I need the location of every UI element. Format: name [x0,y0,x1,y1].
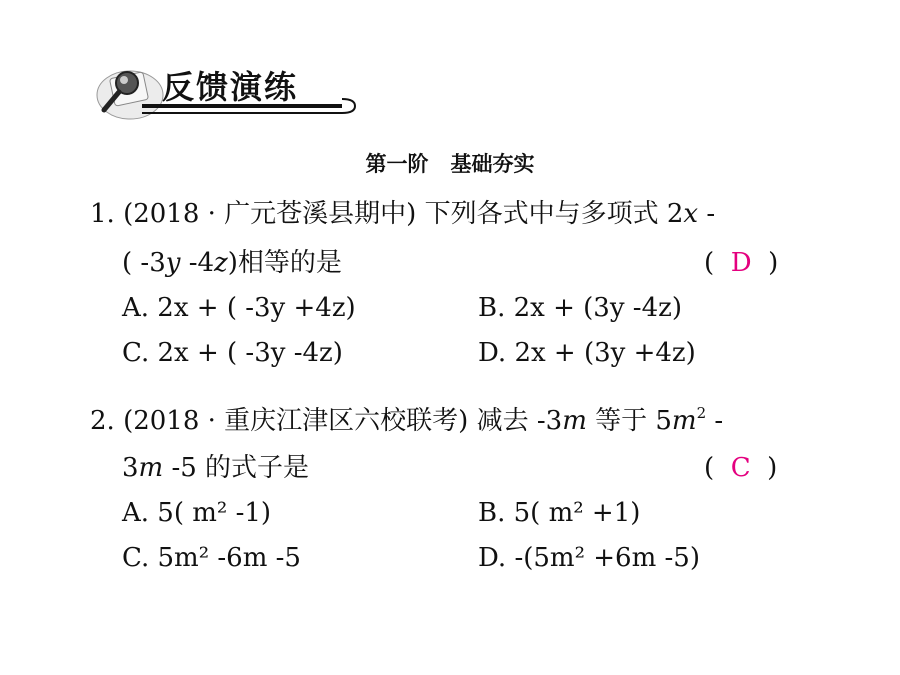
option-b: B. 5( m² +1) [478,498,641,528]
option-c: C. 2x + ( -3y -4z) [122,338,343,368]
question-1-line-1 [90,201,715,227]
answer-bracket: ( D ) [704,248,779,278]
option-b: B. 2x + (3y -4z) [478,293,682,323]
question-number: 1. [90,199,115,229]
answer-value: C [730,453,751,483]
question-2-line-1: 2. (2018 · 重庆江津区六校联考) 减去 -3m 等于 $5m^2$ - [90,404,724,436]
question-stem: 等于 5 [586,406,672,436]
option-a: A. 2x + ( -3y +4z) [122,293,356,323]
question-stem: ( -3 [122,248,166,278]
answer-value: D [730,248,752,278]
question-2-line-2: 3m -5 的式子是 [122,453,310,483]
question-1-line-2: ( -3y -4z)相等的是 [122,248,342,278]
question-source: (2018 · 重庆江津区六校联考) [123,406,469,436]
option-a: A. 5( m² -1) [122,498,272,528]
answer-bracket: ( C ) [704,453,778,483]
question-stem-end: - [698,199,716,229]
option-d: D. -(5m² +6m -5) [478,543,700,573]
question-stem-variable: x [683,199,699,229]
question-stem: 下列各式中与多项式 2 [424,199,684,229]
question-stem: 减去 -3 [476,406,563,436]
section-title: 第一阶 基础夯实 [365,152,535,176]
magnifier-icon [97,71,163,119]
question-stem: -5 的式子是 [163,453,310,483]
question-source: (2018 · 广元苍溪县期中) [123,199,417,229]
question-number: 2. [90,406,115,436]
banner-title: 反馈演练 [162,68,299,106]
question-stem-end: - [706,406,724,436]
option-c: C. 5m² -6m -5 [122,543,301,573]
question-stem: -4 [180,248,215,278]
option-d: D. 2x + (3y +4z) [478,338,696,368]
question-stem: 3 [122,453,139,483]
question-stem: )相等的是 [227,248,342,278]
